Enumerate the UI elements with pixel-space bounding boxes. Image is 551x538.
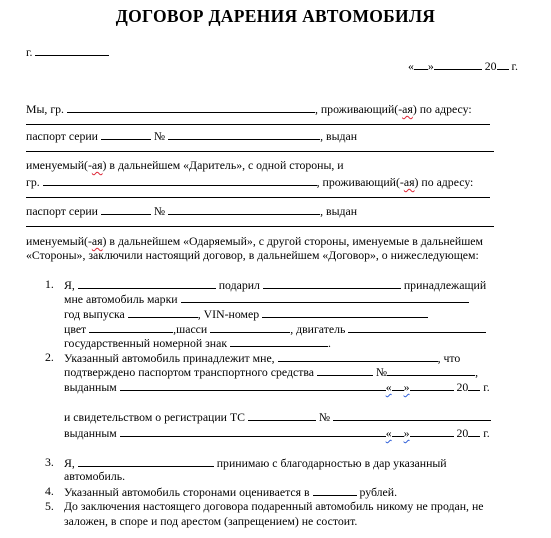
plate-label: государственный номерной знак: [64, 336, 228, 350]
brand-blank[interactable]: [181, 291, 469, 303]
passport-num-label: №: [153, 129, 166, 143]
aya-marked: ая: [91, 158, 103, 172]
item1-line4: [64, 321, 486, 336]
aya-marked: ая: [403, 175, 415, 189]
month-blank[interactable]: [410, 425, 454, 437]
donee-accept-blank[interactable]: [78, 455, 214, 467]
passport-number-blank[interactable]: [168, 203, 320, 215]
we-label: Мы, гр.: [26, 102, 64, 116]
year-blank[interactable]: [468, 379, 480, 391]
item4-line: Указанный автомобиль сторонами оценивается в рублей.: [64, 485, 398, 499]
date-line: [408, 58, 518, 73]
year-blank[interactable]: [468, 425, 480, 437]
item3-line2: автомобиль.: [64, 469, 126, 483]
day-blank[interactable]: [392, 425, 404, 437]
vin-blank[interactable]: [262, 306, 428, 318]
brand-label: мне автомобиль марки: [64, 292, 178, 306]
address-label: ) по адресу:: [414, 175, 474, 189]
passport-num-label: №: [153, 204, 166, 218]
donor-name-blank[interactable]: [67, 101, 315, 113]
item2-line2: подтверждено паспортом транспортного средства № ,: [64, 365, 479, 379]
donee-blank[interactable]: [263, 277, 401, 289]
parties-line: «Стороны», заключили настоящий договор, в дальнейшем «Договор», о нижеследующем:: [26, 248, 479, 262]
chassis-blank[interactable]: [210, 321, 290, 333]
color-label: цвет: [64, 322, 87, 336]
passport-label: паспорт серии: [26, 129, 98, 143]
cert-series-blank[interactable]: [248, 409, 316, 421]
pts-text: подтверждено паспортом транспортного средства: [64, 365, 314, 379]
owner-basis-blank[interactable]: [278, 350, 438, 362]
city-blank[interactable]: [35, 44, 109, 56]
owner-text: Указанный автомобиль принадлежит мне,: [64, 351, 275, 365]
item4-num: 4.: [45, 484, 54, 498]
issued-label: выданным: [64, 380, 117, 394]
pts-series-blank[interactable]: [317, 364, 373, 376]
vin-label: , VIN-номер: [197, 307, 260, 321]
aya-marked: ая: [91, 234, 103, 248]
named-pre: именуемый(-: [26, 158, 92, 172]
item5-num: 5.: [45, 499, 54, 513]
item2-line4: и свидетельством о регистрации ТС №: [64, 409, 491, 424]
donor-blank[interactable]: [78, 277, 216, 289]
item2-num: 2.: [45, 350, 54, 364]
item1-line2: [64, 291, 469, 306]
cert-text: и свидетельством о регистрации ТС: [64, 410, 246, 424]
named-pre: именуемый(-: [26, 234, 92, 248]
donee-issued-blank[interactable]: [26, 215, 494, 227]
year-label: год выпуска: [64, 307, 125, 321]
year-prefix: 20: [484, 59, 497, 73]
valuation-text: Указанный автомобиль сторонами оценивается в: [64, 485, 310, 499]
day-blank[interactable]: [392, 379, 404, 391]
named-donor-text: ) в дальнейшем «Даритель», с одной стороны, и: [102, 158, 344, 172]
item1-line1: [64, 277, 486, 292]
date-quotes: « »: [385, 380, 410, 394]
item2-line3: выданным « » 20 г.: [64, 380, 490, 394]
gr-label: гр.: [26, 175, 40, 189]
donor-issued-blank[interactable]: [26, 140, 494, 152]
date-open-quote: «: [408, 59, 414, 73]
party1-named-line: [26, 158, 344, 172]
passport-label: паспорт серии: [26, 204, 98, 218]
donee-address-blank[interactable]: [26, 186, 490, 198]
issued-label: выданным: [64, 426, 117, 440]
month-blank[interactable]: [434, 58, 482, 70]
date-close-quote: »: [427, 59, 434, 73]
living-label: , проживающий(-: [316, 175, 404, 189]
item1-num: 1.: [45, 277, 54, 291]
city-label: г.: [26, 45, 33, 59]
chassis-label: ,шасси: [173, 322, 208, 336]
issued-label: , выдан: [320, 204, 358, 218]
item3-num: 3.: [45, 455, 54, 469]
city-line: [26, 44, 109, 59]
color-blank[interactable]: [89, 321, 173, 333]
donee-name-blank[interactable]: [43, 174, 317, 186]
party2-named-line: [26, 234, 483, 248]
price-blank[interactable]: [313, 484, 357, 496]
day-blank[interactable]: [414, 58, 428, 70]
item1-line3: [64, 306, 428, 321]
cert-number-blank[interactable]: [333, 409, 491, 421]
date-quotes: « »: [385, 426, 410, 440]
gifted-label: подарил: [218, 278, 260, 292]
engine-blank[interactable]: [348, 321, 486, 333]
belonging-label: принадлежащий: [403, 278, 487, 292]
aya-marked: ая: [402, 102, 413, 116]
address-label: ) по адресу:: [412, 102, 472, 116]
month-blank[interactable]: [410, 379, 454, 391]
named-donee-text: ) в дальнейшем «Одаряемый», с другой стороны, именуемые в дальнейшем: [102, 234, 483, 248]
pts-number-blank[interactable]: [387, 364, 475, 376]
year-blank[interactable]: [497, 58, 509, 70]
accept-text: принимаю с благодарностью в дар указанный: [216, 456, 447, 470]
year-blank[interactable]: [128, 306, 198, 318]
item2-line5: выданным « » 20 г.: [64, 426, 490, 440]
document-title: ДОГОВОР ДАРЕНИЯ АВТОМОБИЛЯ: [115, 6, 436, 26]
passport-number-blank[interactable]: [168, 128, 320, 140]
year-suffix: г.: [511, 59, 518, 73]
living-label: , проживающий(-: [314, 102, 403, 116]
item3-line1: Я, принимаю с благодарностью в дар указанный: [64, 456, 447, 470]
passport-series-blank[interactable]: [101, 128, 151, 140]
pts-issued-blank[interactable]: [120, 379, 386, 391]
item1-line5: государственный номерной знак .: [64, 336, 331, 350]
ya-label: Я,: [64, 278, 75, 292]
donor-address-blank[interactable]: [26, 113, 490, 125]
item2-line1: Указанный автомобиль принадлежит мне, , что: [64, 351, 461, 365]
plate-blank[interactable]: [230, 335, 328, 347]
item5-line2: заложен, в споре и под арестом (запрещением) не состоит.: [64, 514, 358, 528]
item5-line1: До заключения настоящего договора подаренный автомобиль никому не продан, не: [64, 499, 484, 513]
cert-issued-blank[interactable]: [120, 425, 386, 437]
passport-series-blank[interactable]: [101, 203, 151, 215]
engine-label: , двигатель: [290, 322, 346, 336]
issued-label: , выдан: [320, 129, 358, 143]
